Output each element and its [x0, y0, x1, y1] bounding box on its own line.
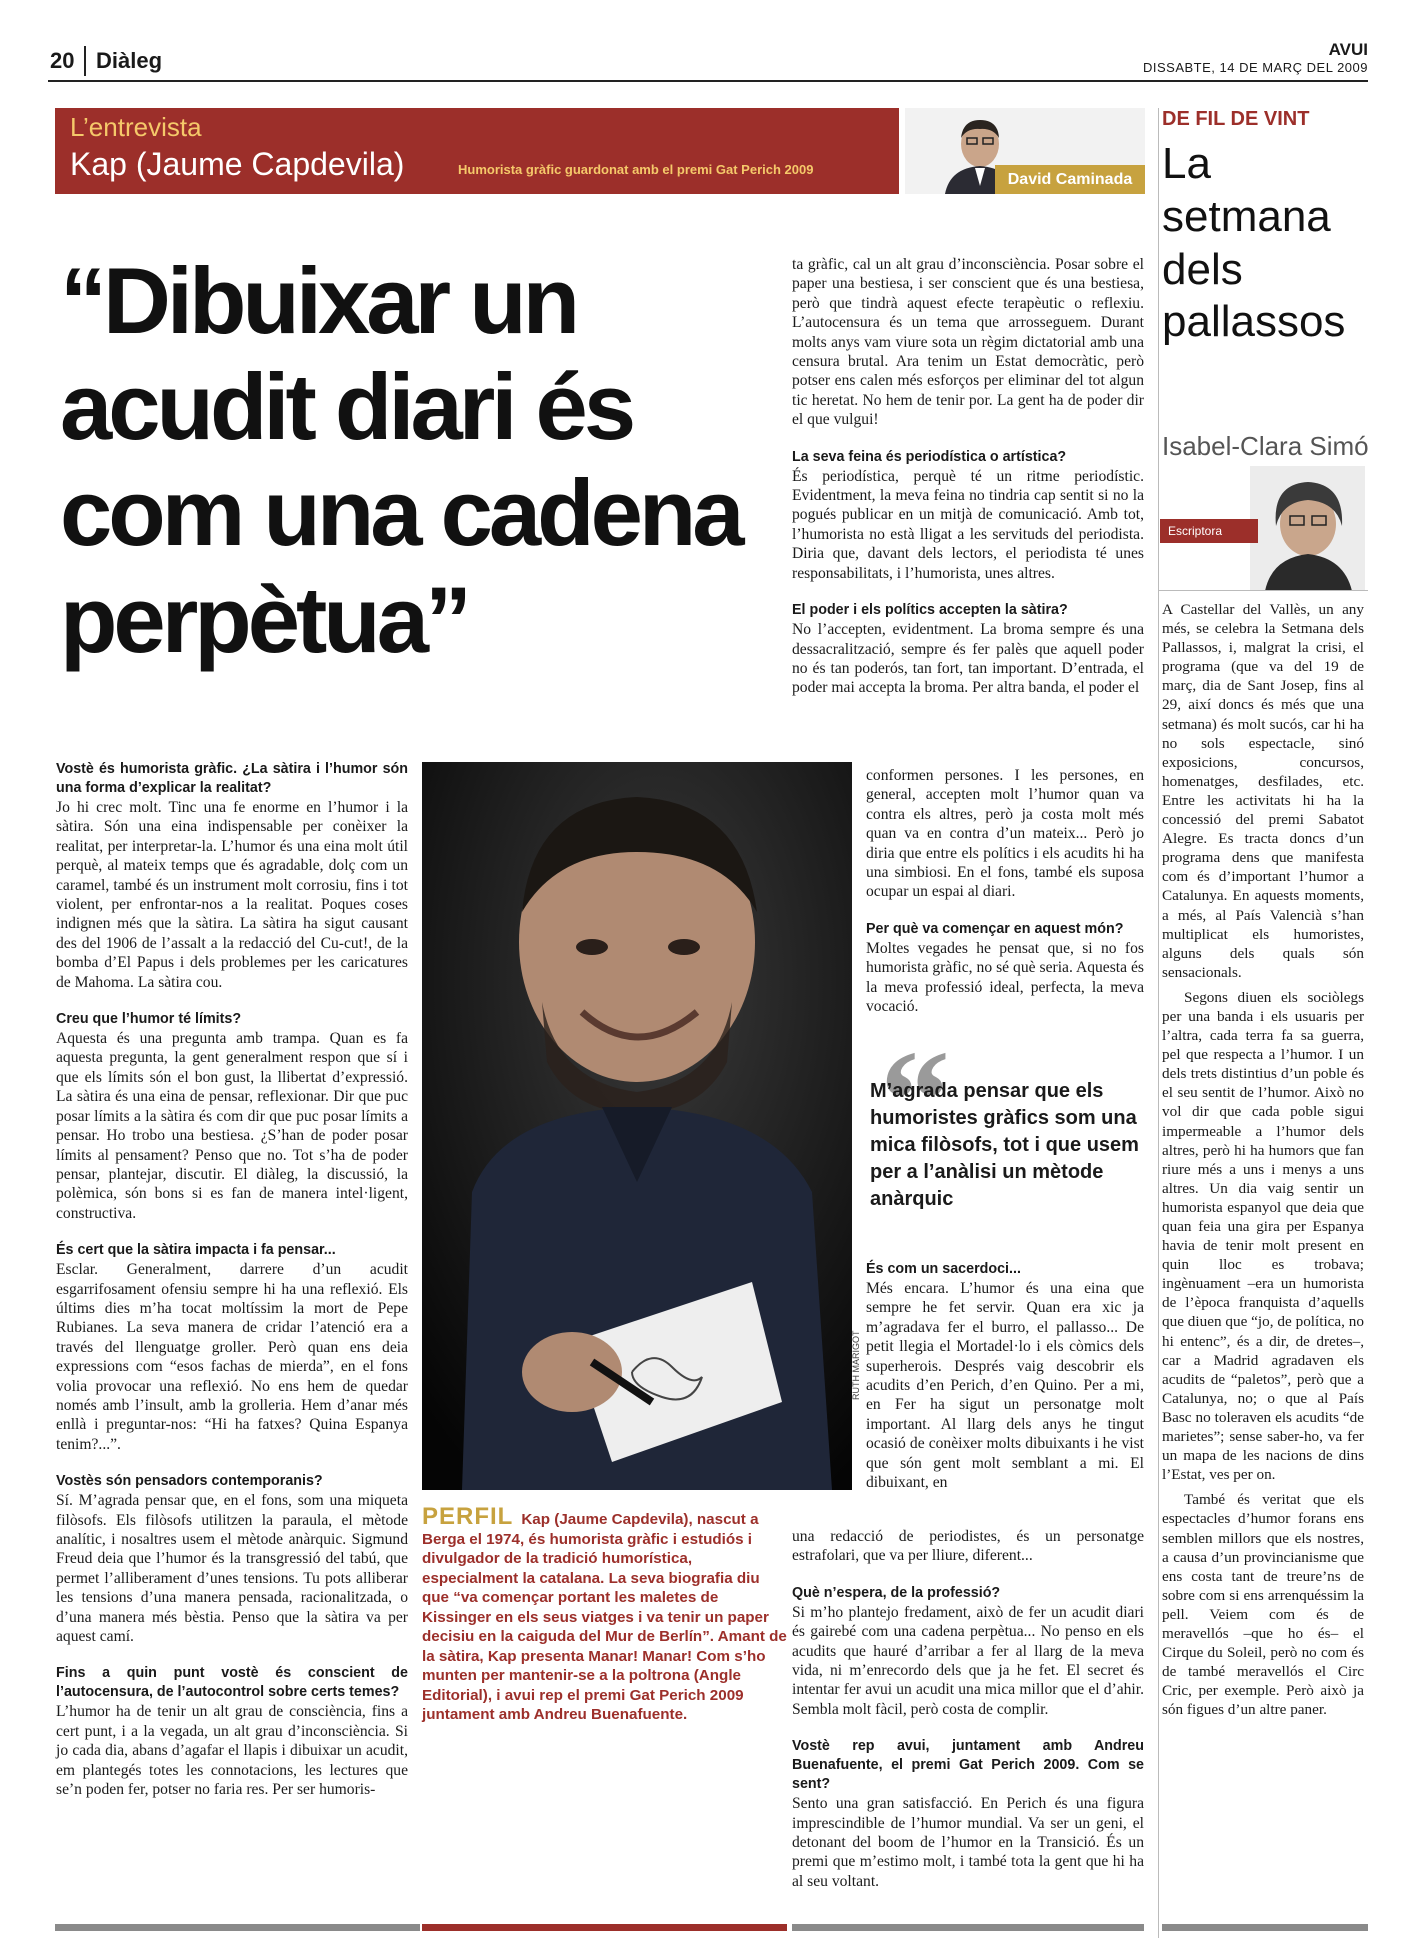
column-2-bottom [792, 1527, 1144, 1891]
interviewee-photo [422, 762, 852, 1490]
profile-text: Kap (Jaume Capdevila), nascut a Berga el 1974, és humorista gràfic i estudiós i divulgador de la tradició humorística, especialment la catalana. La seva biografia diu que “va començar portant les maletes de Kissinger en els seus viatges i va tenir un paper decisiu en la caiguda del Mur de Berlín”. Amant de la sàtira, Kap presenta Manar! Manar! Com s’ho munten per mantenir-se a la poltrona (Angle Editorial), i avui rep el premi Gat Perich 2009 juntament amb Andreu Buenafuente. [422, 1511, 787, 1723]
pull-quote: M’agrada pensar que els humoristes gràfics som una mica filòsofs, tot i que usem per a l’anàlisi un mètode anàrquic [870, 1080, 1139, 1210]
interview-question: Per què va començar en aquest món? [866, 920, 1124, 937]
sidebar-divider [1158, 590, 1368, 591]
interview-answer: Esclar. Generalment, darrere d’un acudit esgarrifosament ofensiu sempre hi ha una reflexió. Els últims dies m’ha tocat moltíssim la mort de Pepe Rubianes. La seva manera de cridar l’atenció era a través del llenguatge groller. Però quan ens deia expressions com “esos fachas de mierda”, en el fons volia provocar una reflexió. No ens hem de quedar només amb l’insult, amb la grolleria. Hem d’anar més enllà i preguntar-nos: “Hi ha fatxes? Quina Espanya tenim?...”. [56, 1261, 408, 1453]
interview-kicker: L’entrevista [70, 112, 202, 142]
interview-answer: Aquesta és una pregunta amb trampa. Quan es fa aquesta pregunta, la gent generalment respon que sí i que els límits són el bon gust, la llibertat d’expressió. La sàtira és una eina de pensar, reflexionar. Dir que puc posar límits a la sàtira és com dir que puc posar límits a pensar. Ho trobo una bestiesa. ¿S’han de poder posar límits al pensament? Penso que no. Tot s’ha de poder pensar, plantejar, discutir. El diàleg, la discussió, la polèmica, són bons si es fan de manera intel·ligent, constructiva. [56, 1030, 408, 1222]
interview-answer: Jo hi crec molt. Tinc una fe enorme en l’humor i la sàtira. Són una eina indispensable per conèixer la realitat, per interpretar-la. L’humor és una eina molt útil perquè, al mateix temps que és agradable, dolç com un caramel, també és un instrument molt corrosiu, fins i tot violent, per enfrontar-nos a la realitat. Poques coses indignen més que la sàtira. La sàtira ha sigut causant des del 1906 de l’assalt a la redacció del Cu-cut!, de la bomba d’El Papus i dels problemes per les caricatures de Mahoma. La sàtira cou. [56, 799, 408, 991]
footer-bar-red [422, 1924, 787, 1931]
columnist-portrait [1250, 466, 1365, 591]
column-1 [56, 760, 408, 1799]
photo-credit: RUTH MARIGOT [851, 1330, 861, 1400]
header-divider [84, 46, 86, 76]
interview-answer: una redacció de periodistes, és un personatge estrafolari, que va per lliure, diferent... [792, 1528, 1144, 1565]
author-name: David Caminada [995, 165, 1145, 194]
interviewee-name: Kap (Jaume Capdevila) [70, 146, 405, 182]
header-rule [48, 80, 1368, 82]
headline-line: com una cadena [60, 460, 741, 566]
headline-line: “Dibuixar un [60, 248, 577, 353]
interviewee-description: Humorista gràfic guardonat amb el premi Gat Perich 2009 [458, 162, 814, 177]
column-title: La setmana dels pallassos [1162, 139, 1346, 347]
interview-answer: ta gràfic, cal un alt grau d’inconsciència. Posar sobre el paper una bestiesa, i ser conscient que és una bestiesa, però que tindrà aquest efecte terapèutic o reflexiu. L’autocensura és un tema que arrosseguem. Durant molts anys vam viure sota un règim dictatorial amb una censura brutal. Ara tenim un Estat democràtic, però potser ens calen més esforços per eliminar del tot algun tic heretat. No hem de tenir por. La gent ha de poder dir el que vulgui! [792, 256, 1144, 429]
column-body [1162, 600, 1364, 1719]
interview-answer: conformen persones. I les persones, en general, accepten molt l’humor quan va contra els altres, però ja costa molt més quan va en contra d’un mateix... Però jo diria que entre els polítics i els acudits hi ha una simbiosi. En el fons, també els suposa ocupar un espai al diari. [866, 767, 1144, 901]
footer-bar-gray [55, 1924, 420, 1931]
column-2-low [866, 1260, 1144, 1492]
newspaper-name: AVUI [1328, 40, 1368, 59]
column-2-top [792, 255, 1144, 698]
interview-answer: Si m’ho plantejo fredament, això de fer un acudit diari és gairebé com una cadena perpètua... No penso en els acudits que hauré d’arribar a fer al llarg de la meva vida, ni m’enrecordo dels que ja he fet. El secret és intentar fer avui un acudit una mica millor que el d’ahir. Sembla molt fàcil, però costa de complir. [792, 1603, 1144, 1718]
interview-question: Vostè rep avui, juntament amb Andreu Buenafuente, el premi Gat Perich 2009. Com se sent? [792, 1738, 1144, 1793]
quote-mark-icon: “ [880, 1022, 950, 1177]
interview-answer: Sí. M’agrada pensar que, en el fons, som una miqueta filòsofs. Els filòsofs utilitzen la paraula, el mètode analític, i nosaltres usem el mètode anàrquic. Sigmund Freud deia que l’humor és la transgressió del tabú, que permet l’alliberament d’unes tensions. Tu pots alliberar les tensions d’una manera pensada, racionalitzada, o d’una manera més bèstia. Penso que la sàtira va per aquest camí. [56, 1492, 408, 1646]
interview-question: Vostè és humorista gràfic. ¿La sàtira i l’humor són una forma d’explicar la realitat? [56, 761, 408, 796]
interview-answer: L’humor ha de tenir un alt grau de consciència, fins a cert punt, i a la vegada, un alt grau d’inconsciència. Si jo cada dia, abans d’agafar el llapis i dibuixar un acudit, em plantegés totes les connotacions, les lectures que se’n poden fer, potser no faria res. Per ser humoris- [56, 1703, 408, 1799]
interview-answer: No l’accepten, evidentment. La broma sempre és una dessacralització, sempre és fer palès que aquell poder no és tan poderós, tan fort, tan important. D’entrada, el poder mai accepta la broma. Per altra banda, el poder el [792, 621, 1144, 697]
column-2-mid [866, 766, 1144, 1016]
interview-answer: Més encara. L’humor és una eina que sempre he fet servir. Quan era xic ja m’agradava fer el burro, el pallasso... De petit llegia el Mortadel·lo i els còmics dels superherois. Després vaig descobrir els acudits d’en Perich, d’en Quino. Per a mi, en Fer ha sigut un personatge molt important. Al llarg dels anys he tingut ocasió de conèixer molts dibuixants i he vist que són gent molt semblant a mi. El dibuixant, en [866, 1280, 1144, 1492]
headline [60, 248, 780, 673]
section-name: Diàleg [96, 48, 163, 73]
headline-line: acudit diari és [60, 354, 633, 460]
footer-bar-gray [792, 1924, 1144, 1931]
column-kicker: DE FIL DE VINT [1162, 108, 1310, 130]
interview-answer: És periodística, perquè té un ritme periodístic. Evidentment, la meva feina no tindria cap sentit si no la pogués publicar en un mitjà de comunicació. Amb tot, l’humorista no està lligat a les servituds del periodista. Diria que, davant dels lectors, el periodista té unes responsabilitats, i l’humorista, unes altres. [792, 467, 1144, 582]
interview-question: Fins a quin punt vostè és conscient de l’autocensura, de l’autocontrol sobre certs temes? [56, 1665, 408, 1701]
issue-date: DISSABTE, 14 DE MARÇ DEL 2009 [1143, 60, 1368, 75]
column-paragraph: Segons diuen els sociòlegs per una banda i els usuaris per l’altra, cada terra fa sa guerra, pel que respecta a l’humor. I un dels trets distintius d’un poble és el seu sentit de l’humor. Això no vol dir que cada poble sigui impermeable a l’humor dels altres, però hi ha humors que fan riure més a uns i menys a uns altres. Un dia vaig sentir un humorista espanyol que deia que quan feia una gira per Espanya havia de tenir molt present en quin lloc es trobava; ingènuament –era un humorista de l’època franquista d’aquells que diuen que “jo, de política, no hi entenc”, és a dir, de dretes–, car a Madrid agradaven els acudits de “paletos”, però que a Catalunya, no; o que al País Basc no toleraven els acudits “de marietes”; sense saber-ho, va fer un mapa de les nacions de dins l’Estat, ves per on. [1162, 988, 1364, 1484]
profile-box [422, 1503, 787, 1725]
column-author-role: Escriptora [1160, 519, 1258, 543]
interview-question: Creu que l’humor té límits? [56, 1011, 242, 1028]
interview-question: És cert que la sàtira impacta i fa pensar... [56, 1242, 336, 1259]
interview-question: Què n’espera, de la professió? [792, 1584, 1001, 1601]
headline-line: perpètua” [60, 566, 468, 672]
page-number: 20 [50, 48, 75, 73]
interview-question: La seva feina és periodística o artística? [792, 448, 1067, 465]
column-paragraph: També és veritat que els espectacles d’humor forans ens semblen millors que els nostres, a causa d’un provincianisme que ens costa tant de treure’ns de sobre com si ens arrenquéssim la pell. Veiem com és de meravellós –que ho és– el Cirque du Soleil, però no com és de també meravellós el Circ Cric, per exemple. Però això ja són figues d’un altre paner. [1162, 1491, 1364, 1719]
interview-question: Vostès són pensadors contemporanis? [56, 1473, 323, 1490]
interview-answer: Moltes vegades he pensat que, si no fos humorista gràfic, no sé què seria. Aquesta és la meva professió ideal, perfecta, la meva vocació. [866, 939, 1144, 1016]
interview-answer: Sento una gran satisfacció. En Perich és una figura imprescindible de l’humor mundial. Va ser un geni, el detonant del boom de l’humor en la Transició. És un premi que m’estimo molt, i també tota la gent que hi ha al seu voltant. [792, 1795, 1144, 1890]
interview-question: El poder i els polítics accepten la sàtira? [792, 602, 1068, 619]
column-author: Isabel-Clara Simó [1162, 431, 1369, 461]
sidebar-rule [1158, 108, 1159, 1938]
column-paragraph: A Castellar del Vallès, un any més, se celebra la Setmana dels Pallassos, i, malgrat la crisi, el programa (que va del 19 de març, dia de Sant Josep, fins al 29, així doncs és més que una setmana) és molt sucós, car hi ha no sols espectacle, sinó exposicions, concursos, homenatges, desfilades, etc. Entre les activitats hi ha la concessió del premi Sabatot Alegre. Es tracta doncs d’un programa dens que manifesta com és d’important l’humor a Catalunya. En aquests moments, a més, al País Valencià s’han multiplicat els humoristes, alguns dels quals són sensacionals. [1162, 601, 1364, 981]
footer-bar-gray [1162, 1924, 1368, 1931]
profile-label: PERFIL [422, 1503, 514, 1530]
interview-question: És com un sacerdoci... [866, 1261, 1021, 1277]
